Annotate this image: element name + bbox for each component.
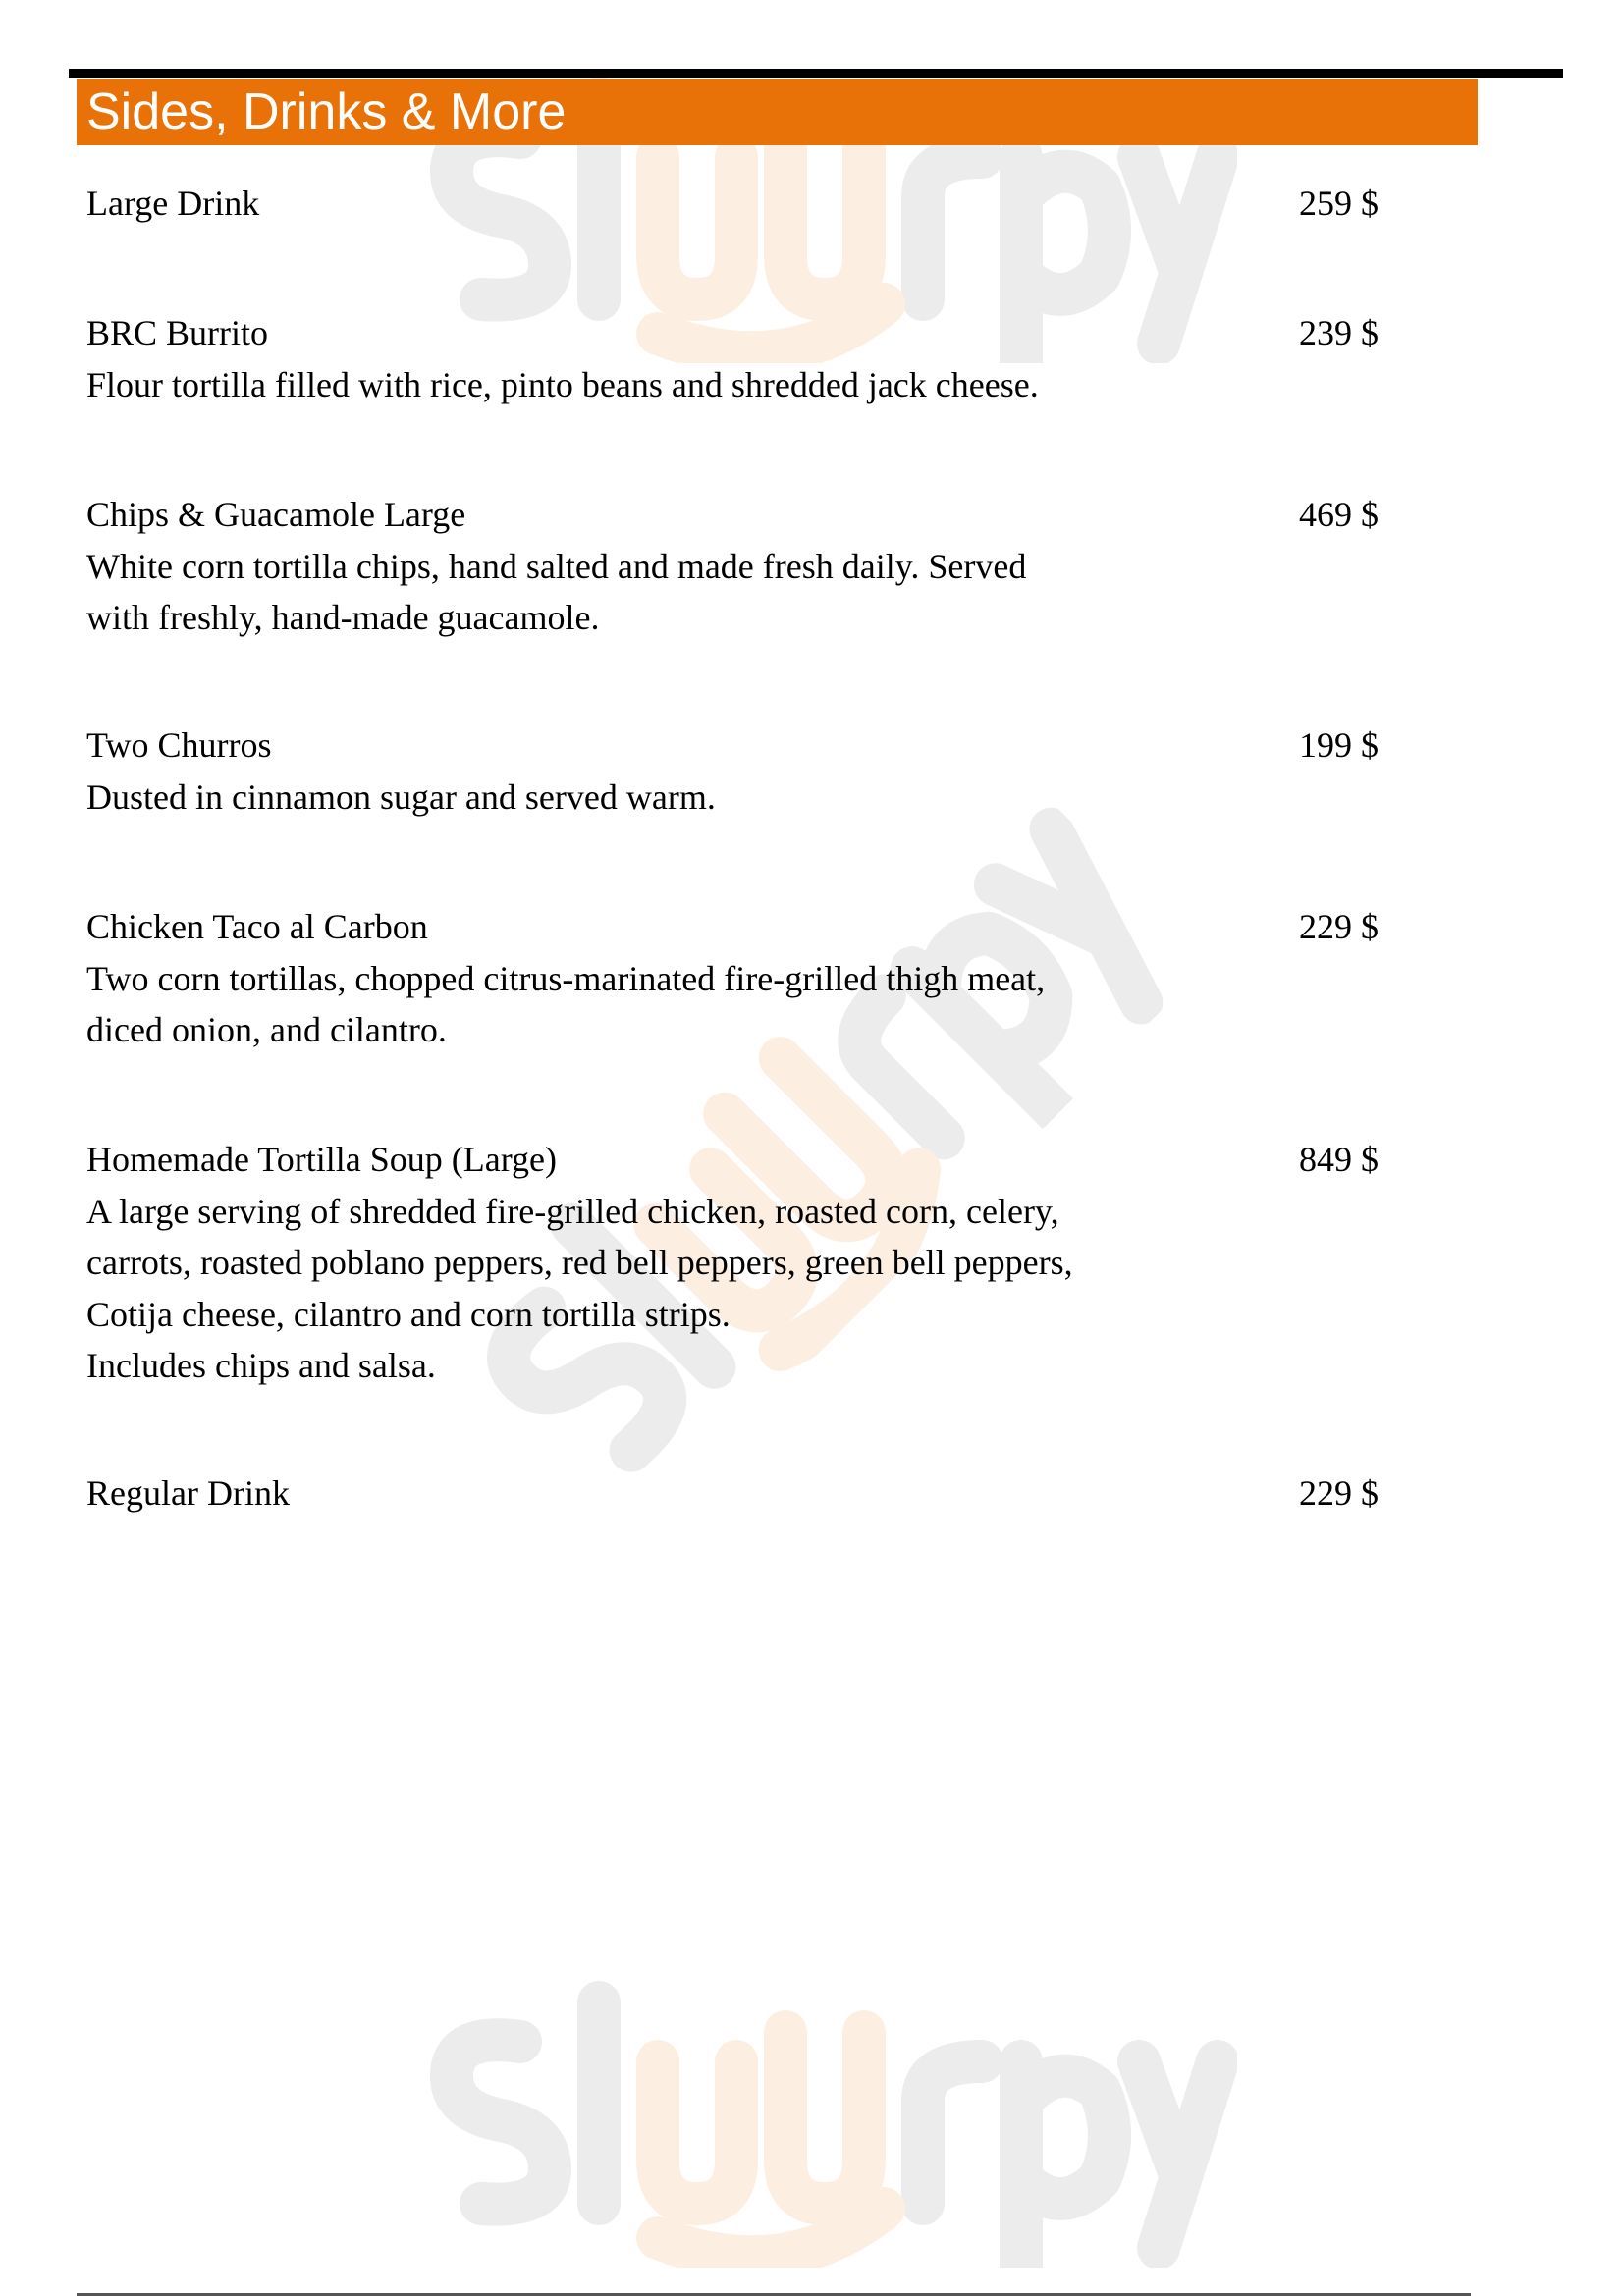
- watermark-logo: [412, 1973, 1237, 2268]
- menu-item: [86, 489, 1441, 644]
- item-description: Flour tortilla filled with rice, pinto beans and shredded jack cheese.: [86, 364, 1039, 404]
- item-price: 259 $: [1299, 184, 1379, 223]
- item-description: A large serving of shredded fire-grilled chicken, roasted corn, celery, carrots, roasted poblano peppers, red bell peppers, green bell peppers, Cotija cheese, cilantro and corn tortilla strips. Includes chips and salsa.: [86, 1191, 1073, 1385]
- menu-item: [86, 901, 1441, 1056]
- menu-item: [86, 178, 1441, 230]
- item-price: 469 $: [1299, 495, 1379, 534]
- item-description: Dusted in cinnamon sugar and served warm.: [86, 776, 716, 817]
- item-price: 229 $: [1299, 1473, 1379, 1513]
- item-price: 849 $: [1299, 1140, 1379, 1179]
- item-name: BRC Burrito: [86, 313, 269, 352]
- item-name: Regular Drink: [86, 1473, 290, 1513]
- item-name: Two Churros: [86, 725, 272, 765]
- top-divider: [69, 69, 1563, 78]
- item-name: Chips & Guacamole Large: [86, 495, 466, 534]
- item-price: 199 $: [1299, 725, 1379, 765]
- item-description: White corn tortilla chips, hand salted and made fresh daily. Served with freshly, hand-made guacamole.: [86, 546, 1027, 637]
- item-name: Chicken Taco al Carbon: [86, 907, 428, 946]
- item-name: Large Drink: [86, 184, 260, 223]
- menu-item: [86, 720, 1441, 823]
- item-description: Two corn tortillas, chopped citrus-marinated fire-grilled thigh meat, diced onion, and cilantro.: [86, 958, 1046, 1049]
- item-price: 239 $: [1299, 313, 1379, 352]
- section-title: Sides, Drinks & More: [86, 83, 567, 140]
- menu-item: [86, 307, 1441, 410]
- item-name: Homemade Tortilla Soup (Large): [86, 1140, 558, 1179]
- menu-item: [86, 1468, 1441, 1520]
- menu-item: [86, 1134, 1441, 1392]
- item-price: 229 $: [1299, 907, 1379, 946]
- section-header: [77, 79, 1478, 145]
